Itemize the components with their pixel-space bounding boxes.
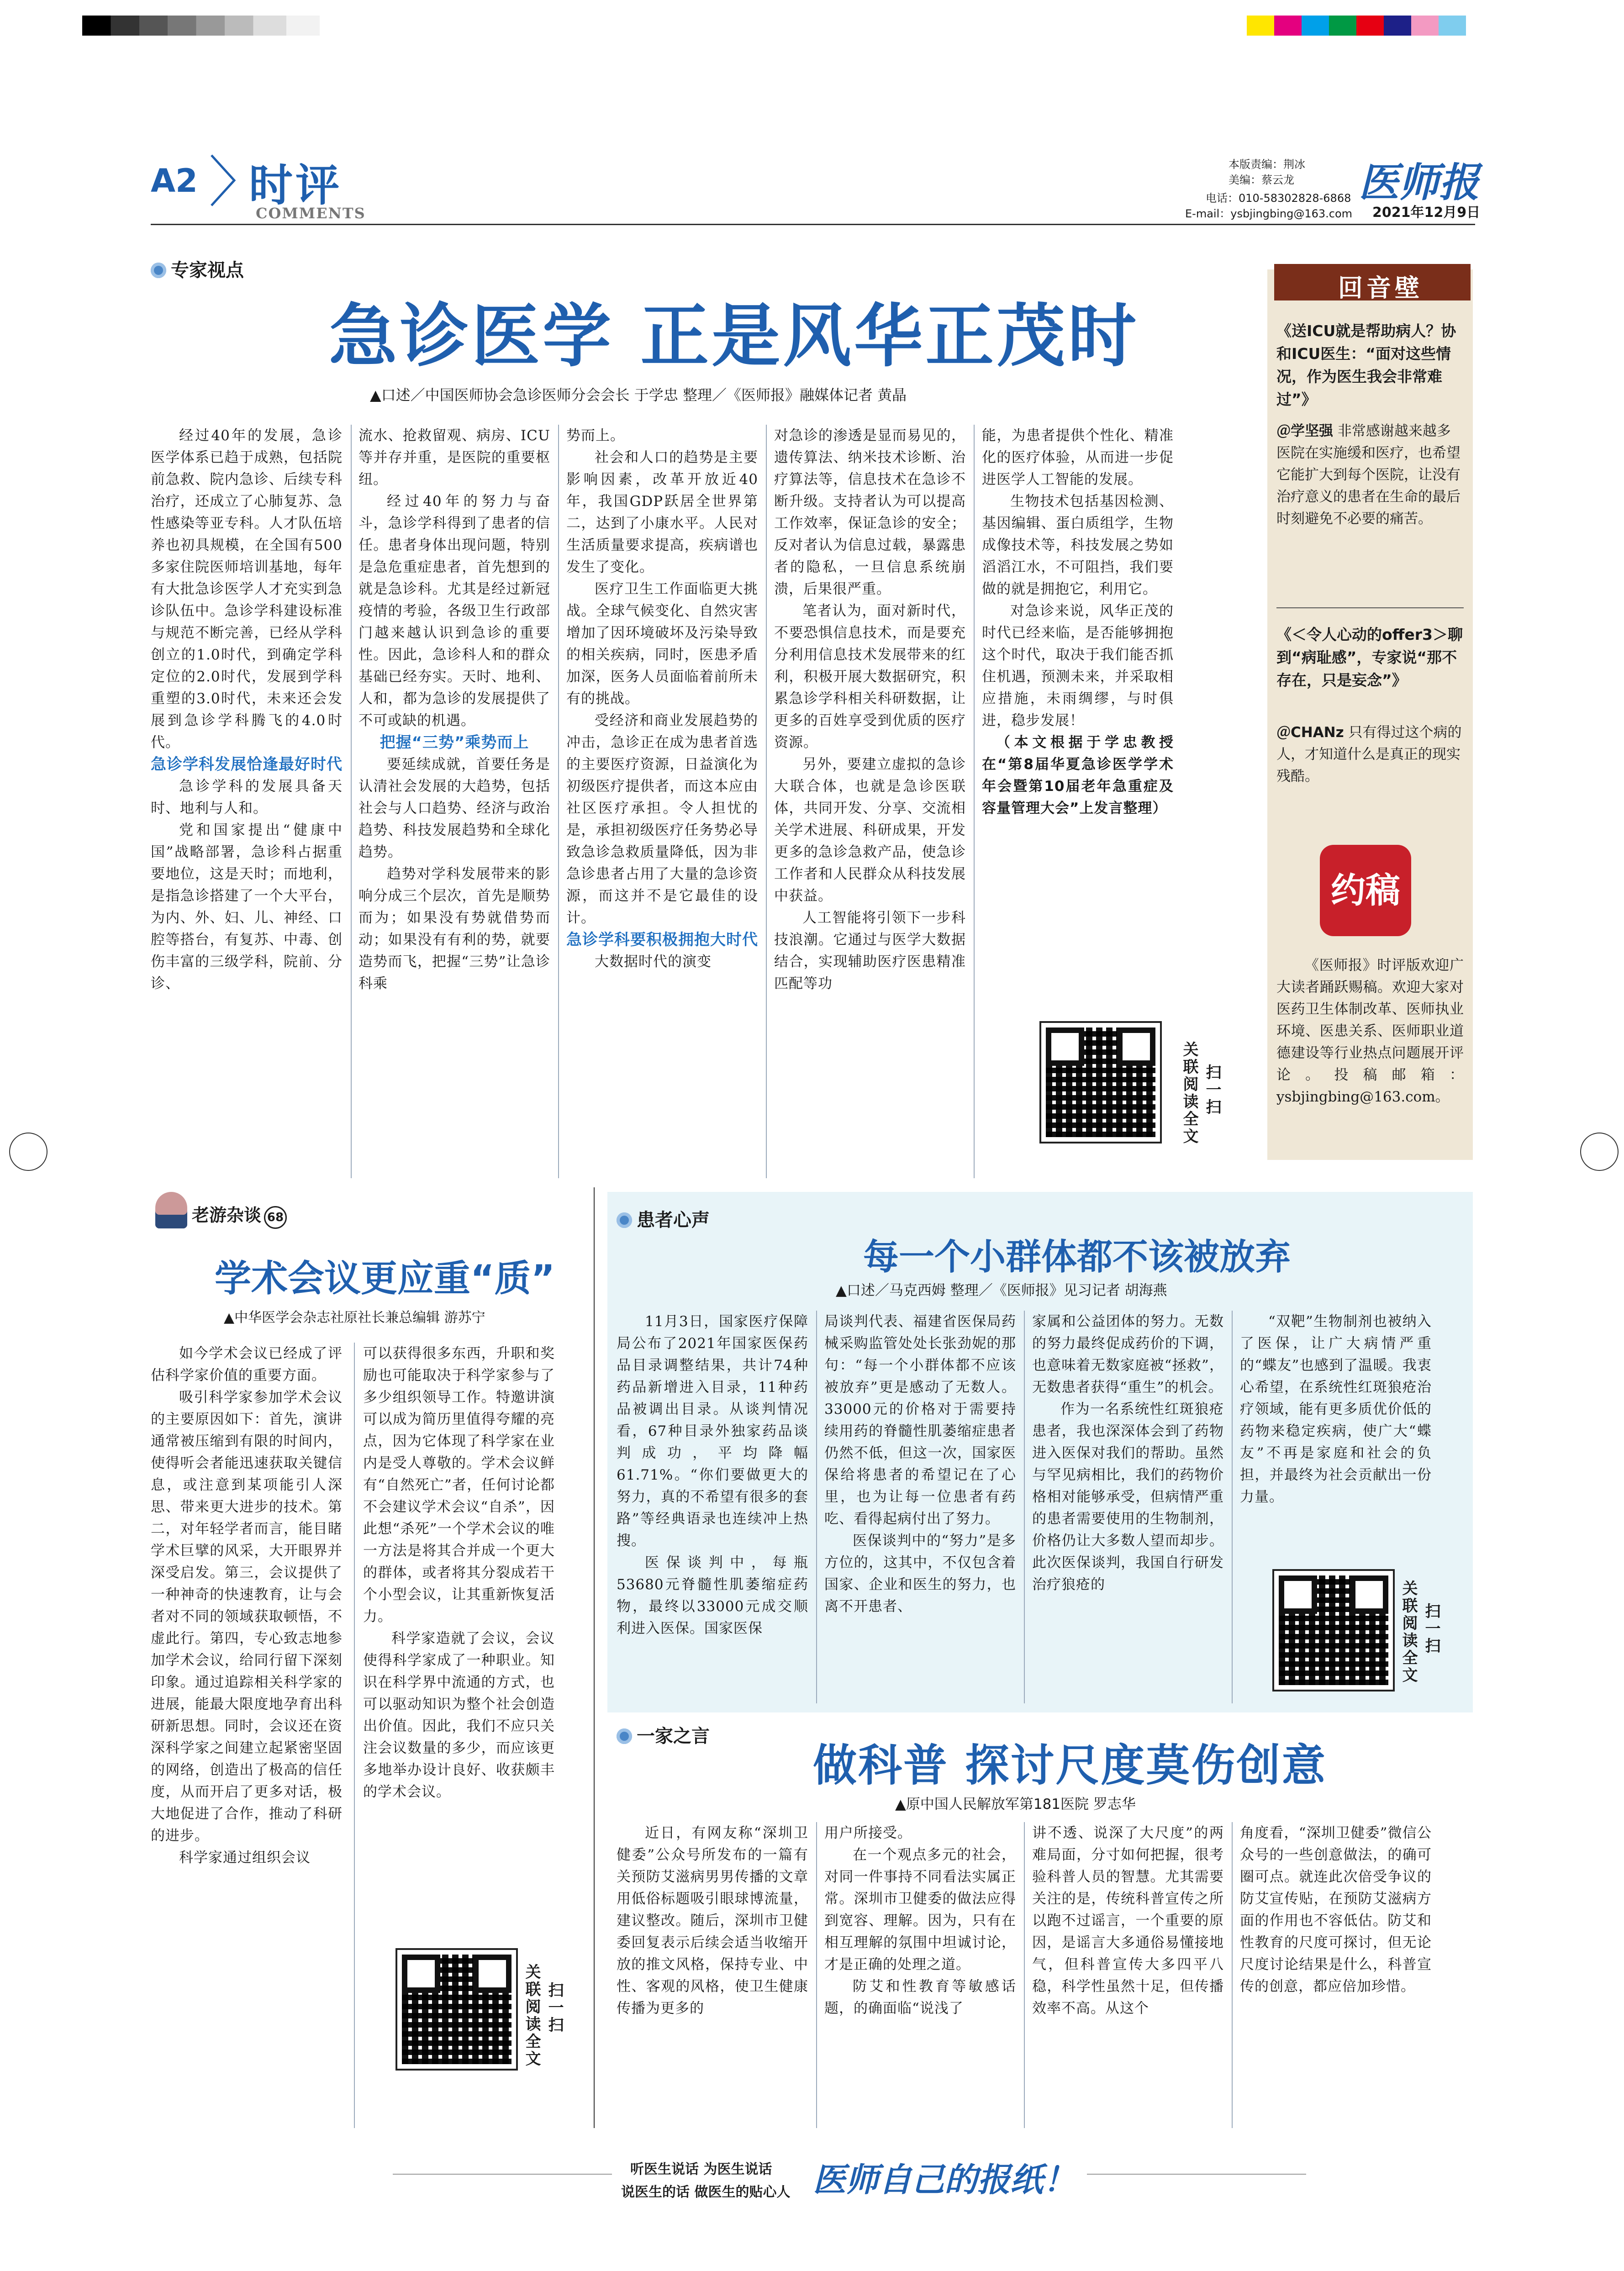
opinion-col-2: 用户所接受。 在一个观点多元的社会，对同一件事持不同看法实属正常。深圳市卫健委的做法应得到宽容、理解。因为，只有在相互理解的氛围中坦诚讨论，才是正确的处理之道。 防艾和性教育等敏感话题，的确面临“说浅了 — [824, 1825, 1016, 2017]
author-avatar — [155, 1192, 187, 1228]
series-number-badge: 68 — [264, 1206, 287, 1229]
section-divider — [594, 1187, 595, 2128]
qr-code-old[interactable] — [397, 1950, 516, 2069]
qr-caption-old: 关联阅读全文 — [522, 1964, 541, 2068]
sidebar-item2-body: ＠CHANz 只有得过这个病的人，才知道什么是真正的现实残酷。 — [1276, 724, 1462, 785]
column-divider — [354, 1343, 355, 2128]
main-col-3: 势而上。 社会和人口的趋势是主要影响因素，改革开放近40年，我国GDP跃居全世界第二，达到了小康水平。人民对生活质量要求提高，疾病谱也发生了变化。 医疗卫生工作面临更大挑战。全球气候变化、自然灾害增加了因环境破坏及污染导致的相关疾病，同时，医患矛盾加深，医务人员面临着前所未有的挑战。 受经济和商业发展趋势的冲击，急诊正在成为患者首选的主要医疗资源，日益演化为初级医疗提供者，而这本应由社区医疗承担。令人担忧的是，承担初级医疗任务势必导致急诊急救质量降低，因为非急诊患者占用了大量的急诊资源，而这并不是它最佳的设计。 急诊学科要积极拥抱大时代 大数据时代的演变 — [566, 427, 758, 970]
column-divider — [816, 1822, 817, 2128]
column-divider — [558, 425, 559, 1178]
qr-caption-main: 关联阅读全文 — [1180, 1041, 1198, 1145]
opinion-col-3: 讲不透、说深了大尺度”的两难局面，分寸如何把握，很考验科普人员的智慧。尤其需要关注的是，传统科普宣传之所以跑不过谣言，一个重要的原因，是谣言大多通俗易懂接地气，但科普宣传大多四平八稳，科学性虽然十足，但传播效率不高。从这个 — [1032, 1825, 1224, 2017]
column-divider — [1024, 1822, 1025, 2128]
registration-bar-gray — [82, 16, 320, 36]
sidebar-item1-user: ＠学坚强 — [1276, 423, 1333, 439]
bullet-icon — [617, 1728, 632, 1744]
crop-mark — [9, 1133, 47, 1171]
sidebar-item1-title: 《送ICU就是帮助病人？协和ICU医生：“面对这些情况，作为医生我会非常难过”》 — [1276, 322, 1456, 408]
opinion-byline: ▲原中国人民解放军第181医院 罗志华 — [895, 1796, 1136, 1813]
section-title-en: COMMENTS — [256, 205, 366, 222]
footer-motto-1: 听医生说话 为医生说话 — [630, 2161, 772, 2177]
article-note: （本文根据于学忠教授在“第8届华夏急诊医学学术年会暨第10届老年急重症及容量管理大会”上发言整理） — [982, 734, 1174, 817]
main-byline: ▲口述／中国医师协会急诊医师分会会长 于学忠 整理／《医师报》融媒体记者 黄晶 — [370, 386, 907, 404]
main-col-4: 对急诊的渗透是显而易见的，遗传算法、纳米技术诊断、治疗算法等，信息技术在急诊不断升级。支持者认为可以提高工作效率，保证急诊的安全；反对者认为信息过载，暴露患者的隐私，一旦信息系统崩溃，后果很严重。 笔者认为，面对新时代，不要恐惧信息技术，而是要充分利用信息技术发展带来的红利，积极开展大数据研究，积累急诊学科相关科研数据，让更多的百姓享受到优质的医疗资源。 另外，要建立虚拟的急诊大联合体，也就是急诊医联体，共同开发、分享、交流相关学术进展、科研成果，开发更多的急诊急救产品，使急诊工作者和人民群众从科技发展中获益。 人工智能将引领下一步科技浪潮。它通过与医学大数据结合，实现辅助医疗医患精准匹配等功 — [774, 427, 966, 992]
main-col-5: 能，为患者提供个性化、精准化的医疗体验，从而进一步促进医学人工智能的发展。 生物技术包括基因检测、基因编辑、蛋白质组学，生物成像技术等，科技发展之势如滔滔江水，不可阻挡，我们要做的就是拥抱它，利用它。 对急诊来说，风华正茂的时代已经来临，是否能够拥抱这个时代，取决于我们能否抓住机遇，预测未来，并采取相应措施，未雨绸缪，与时俱进，稳步发展！ （本文根据于学忠教授在“第8届华夏急诊医学学术年会暨第10届老年急重症及容量管理大会”上发言整理） — [982, 425, 1174, 819]
column-label-patient: 患者心声 — [617, 1206, 710, 1232]
qr-caption-patient: 关联阅读全文 — [1399, 1580, 1418, 1684]
patient-col-2: 局谈判代表、福建省医保局药械采购监管处处长张劲妮的那句：“每一个小群体都不应该被放弃”更是感动了无数人。33000元的价格对于需要持续用药的脊髓性肌萎缩症患者仍然不低，但这一次，国家医保给将患者的希望记在了心里，也为让每一位患者有药吃、看得起病付出了努力。 医保谈判中的“努力”是多方位的，这其中，不仅包含着国家、企业和医生的努力，也离不开患者、 — [824, 1313, 1016, 1615]
footer-rule — [393, 2174, 612, 2175]
column-divider — [1024, 1311, 1025, 1703]
editor: 本版责编：荆冰 — [1229, 158, 1305, 171]
opinion-col-1: 近日，有网友称“深圳卫健委”公众号所发布的一篇有关预防艾滋病男男传播的文章用低俗标题吸引眼球博流量，建议整改。随后，深圳市卫健委回复表示后续会适当收缩开放的推文风格，保持专业、中性、客观的风格，使卫生健康传播为更多的 — [617, 1825, 808, 2017]
patient-byline: ▲口述／马克西姆 整理／《医师报》见习记者 胡海燕 — [836, 1282, 1167, 1299]
issue-date: 2021年12月9日 — [1372, 205, 1481, 221]
old-col-1: 如今学术会议已经成了评估科学家价值的重要方面。 吸引科学家参加学术会议的主要原因如下：首先，演讲通常被压缩到有限的时间内，使得听会者能迅速获取关键信息，或注意到某项能引人深思、带来更大进步的技术。第二，对年轻学者而言，能目睹学术巨擘的风采，大开眼界并深受启发。第三，会议提供了一种神奇的快速教育，让与会者对不同的领域获取顿悟，不虚此行。第四，专心致志地参加学术会议，给同行留下深刻印象。通过追踪相关科学家的进展，能最大限度地孕育出科研新思想。同时，会议还在资深科学家之间建立起紧密坚固的网络，创造出了极高的信任度，从而开启了更多对话，极大地促进了合作，推动了科研的进步。 科学家通过组织会议 — [151, 1345, 343, 1866]
opinion-headline: 做科普 探讨尺度莫伤创意 — [813, 1740, 1327, 1791]
old-col-2: 可以获得很多东西，升职和奖励也可能取决于科学家参与了多少组织领导工作。特邀讲演可以成为简历里值得夸耀的亮点，因为它体现了科学家在业内是受人尊敬的。学术会议鲜有“自然死亡”者，任何讨论都不会建议学术会议“自杀”，因此想“杀死”一个学术会议的唯一方法是将其合并成一个更大的群体，或者将其分裂成若干个小型会议，让其重新恢复活力。 科学家造就了会议，会议使得科学家成了一种职业。知识在科学界中流通的方式，也可以驱动知识为整个社会创造出价值。因此，我们不应只关注会议数量的多少，而应该更多地举办设计良好、收获颇丰的学术会议。 — [363, 1345, 555, 1800]
crop-mark — [1580, 1133, 1619, 1171]
phone: 电话：010-58302828-6868 — [1206, 192, 1351, 205]
patient-headline: 每一个小群体都不该被放弃 — [863, 1237, 1291, 1278]
sidebar-item1-body: ＠学坚强 非常感谢越来越多医院在实施缓和医疗，也希望它能扩大到每个医院，让没有治疗意义的患者在生命的最后时刻避免不必要的痛苦。 — [1276, 423, 1461, 527]
patient-col-4: “双靶”生物制剂也被纳入了医保，让广大病情严重的“蝶友”也感到了温暖。我衷心希望，在系统性红斑狼疮治疗领域，能有更多质优价低的药物来稳定疾病，使广大“蝶友”不再是家庭和社会的负担，并最终为社会贡献出一份力量。 — [1240, 1313, 1432, 1505]
footer-slogan: 医师自己的报纸！ — [813, 2160, 1076, 2199]
column-divider — [816, 1311, 817, 1703]
registration-bar-color — [1247, 16, 1466, 36]
main-col-2: 流水、抢救留观、病房、ICU等并存并重，是医院的重要枢纽。 经过40年的努力与奋斗，急诊学科得到了患者的信任。患者身体出现问题，特别是急危重症患者，首先想到的就是急诊科。尤其是经过新冠疫情的考验，各级卫生行政部门越来越认识到急诊的重要性。因此，急诊科人和的群众基础已经夯实。天时、地利、人和，都为急诊的发展提供了不可或缺的机遇。 把握“三势”乘势而上 要延续成就，首要任务是认清社会发展的大趋势，包括社会与人口趋势、经济与政治趋势、科技发展趋势和全球化趋势。 趋势对学科发展带来的影响分成三个层次，首先是顺势而为；如果没有势就借势而动；如果没有有利的势，就要造势而飞，把握“三势”让急诊科乘 — [359, 427, 550, 992]
old-headline: 学术会议更应重“质” — [215, 1257, 555, 1300]
chevron-icon — [209, 153, 237, 208]
designer: 美编：蔡云龙 — [1229, 174, 1294, 186]
main-col-1: 经过40年的发展，急诊医学体系已趋于成熟，包括院前急救、院内急诊、后续专科治疗，还成立了心肺复苏、急性感染等亚专科。人才队伍培养也初具规模，在全国有500多家住院医师培训基地，每年有大批急诊医学人才充实到急诊队伍中。急诊学科建设标准与规范不断完善，已经从学科创立的1.0时代，到确定学科定位的2.0时代，发展到学科重塑的3.0时代，未来还会发展到急诊学科腾飞的4.0时代。 急诊学科发展恰逢最好时代 急诊学科的发展具备天时、地利与人和。 党和国家提出“健康中国”战略部署，急诊科占据重要地位，这是天时；而地利，是指急诊搭建了一个大平台，为内、外、妇、儿、神经、口腔等搭台，有复苏、中毒、创伤丰富的三级学科，院前、分诊、 — [151, 427, 343, 992]
page-number: A2 — [151, 162, 198, 200]
column-divider — [1232, 1311, 1233, 1703]
qr-action-main: 扫一扫 — [1203, 1064, 1221, 1116]
bullet-icon — [617, 1212, 632, 1228]
qr-action-patient: 扫一扫 — [1422, 1603, 1440, 1655]
column-series-label: 老游杂谈 68 — [192, 1201, 287, 1229]
sidebar-item2-user: ＠CHANz — [1276, 724, 1344, 741]
main-headline: 急诊医学 正是风华正茂时 — [329, 297, 1139, 376]
call-for-papers-text: 《医师报》时评版欢迎广大读者踊跃赐稿。欢迎大家对医药卫生体制改革、医师执业环境、医患关系、医师职业道德建设等行业热点问题展开评论。投稿邮箱：ysbjingbing@163.com。 — [1276, 957, 1464, 1105]
paper-name-logo: 医师报 — [1359, 158, 1480, 206]
sidebar-divider — [1276, 607, 1464, 608]
call-for-papers-stamp: 约稿 — [1320, 845, 1411, 936]
section-title: 时评 — [249, 160, 342, 211]
footer-motto-2: 说医生的话 做医生的贴心人 — [621, 2184, 791, 2200]
column-divider — [974, 425, 975, 1178]
qr-code-patient[interactable] — [1274, 1571, 1393, 1690]
bullet-icon — [151, 263, 166, 278]
header-rule — [151, 224, 1475, 225]
column-label-opinion: 一家之言 — [617, 1722, 710, 1748]
email: E-mail：ysbjingbing@163.com — [1185, 207, 1353, 220]
qr-action-old: 扫一扫 — [545, 1982, 564, 2034]
patient-col-3: 家属和公益团体的努力。无数的努力最终促成药价的下调，也意味着无数家庭被“拯救”，无数患者获得“重生”的机会。 作为一名系统性红斑狼疮患者，我也深深体会到了药物进入医保对我们的帮助。虽然与罕见病相比，我们的药物价格相对能够承受，但病情严重的患者需要使用的生物制剂，价格仍让大多数人望而却步。此次医保谈判，我国自行研发治疗狼疮的 — [1032, 1313, 1224, 1593]
patient-col-1: 11月3日，国家医疗保障局公布了2021年国家医保药品目录调整结果，共计74种药品新增进入目录，11种药品被调出目录。从谈判情况看，67种目录外独家药品谈判成功，平均降幅61.71%。“你们要做更大的努力，真的不希望有很多的套路”等经典语录也连续冲上热搜。 医保谈判中，每瓶53680元脊髓性肌萎缩症药物，最终以33000元成交顺利进入医保。国家医保 — [617, 1313, 808, 1637]
sidebar-item2-title: 《＜令人心动的offer3＞聊到“病耻感”，专家说“那不存在，只是妄念”》 — [1276, 626, 1463, 689]
column-label-expert: 专家视点 — [151, 256, 244, 282]
opinion-col-4: 角度看，“深圳卫健委”微信公众号的一些创意做法，的确可圈可点。就连此次倍受争议的防艾宣传贴，在预防艾滋病方面的作用也不容低估。防艾和性教育的尺度可探讨，但无论尺度讨论结果是什么，科普宣传的创意，都应倍加珍惜。 — [1240, 1825, 1432, 1995]
column-divider — [766, 425, 767, 1178]
sidebar-heading: 回音壁 — [1338, 274, 1423, 302]
old-byline: ▲中华医学会杂志社原社长兼总编辑 游苏宁 — [224, 1310, 485, 1326]
footer-rule — [1087, 2174, 1306, 2175]
column-divider — [351, 425, 352, 1178]
qr-code-main[interactable] — [1041, 1023, 1160, 1142]
column-divider — [1232, 1822, 1233, 2128]
